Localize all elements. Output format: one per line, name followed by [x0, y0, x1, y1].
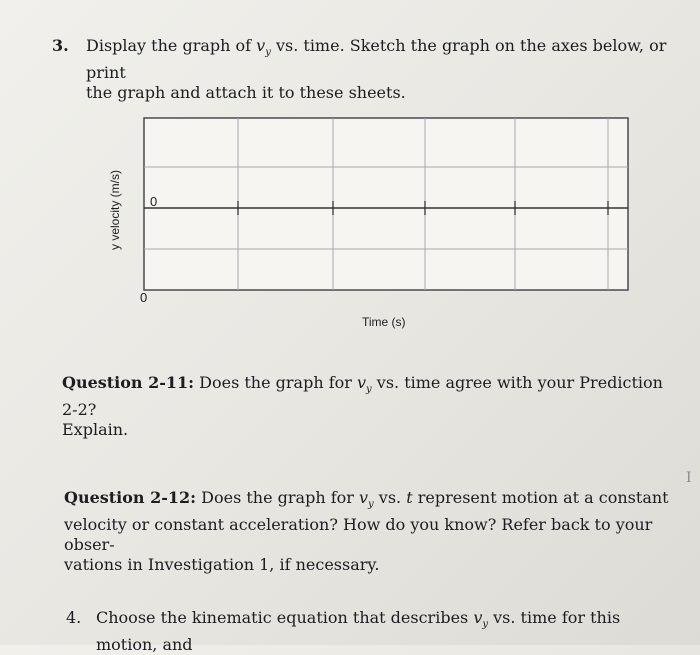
- question-2-12-line-1: Question 2-12: Does the graph for $v_y$ vs. t represent motion at a constant: [64, 488, 669, 511]
- question-2-11-label: Question 2-11:: [62, 373, 195, 392]
- item-3-line-1: Display the graph of $v_y$ vs. time. Sketch the graph on the axes below, or print: [86, 36, 667, 83]
- graph-frame: [144, 118, 628, 290]
- question-2-12-label: Question 2-12:: [64, 488, 197, 507]
- item-3-line-2: the graph and attach it to these sheets.: [86, 83, 406, 103]
- item-3-number: 3.: [52, 36, 69, 55]
- question-2-12-line-3: vations in Investigation 1, if necessary.: [64, 555, 380, 575]
- item-4-text: Choose the kinematic equation that describes $v_y$ vs. time for this motion, and: [96, 608, 621, 655]
- question-2-12-line-2: velocity or constant acceleration? How do you know? Refer back to your obser-: [64, 515, 653, 555]
- item-4-number: 4.: [66, 608, 82, 627]
- question-2-11-line-1: Question 2-11: Does the graph for $v_y$ vs. time agree with your Prediction 2-2?: [62, 373, 663, 420]
- page-edge-mark: I: [686, 470, 692, 486]
- question-2-12: [64, 488, 674, 575]
- y-zero-label: 0: [150, 194, 158, 209]
- question-2-11-line-2: Explain.: [62, 420, 129, 440]
- x-axis-label: Time (s): [362, 315, 406, 329]
- x-zero-label: 0: [140, 290, 148, 305]
- question-2-11: [62, 373, 682, 440]
- y-axis-label: y velocity (m/s): [108, 169, 122, 250]
